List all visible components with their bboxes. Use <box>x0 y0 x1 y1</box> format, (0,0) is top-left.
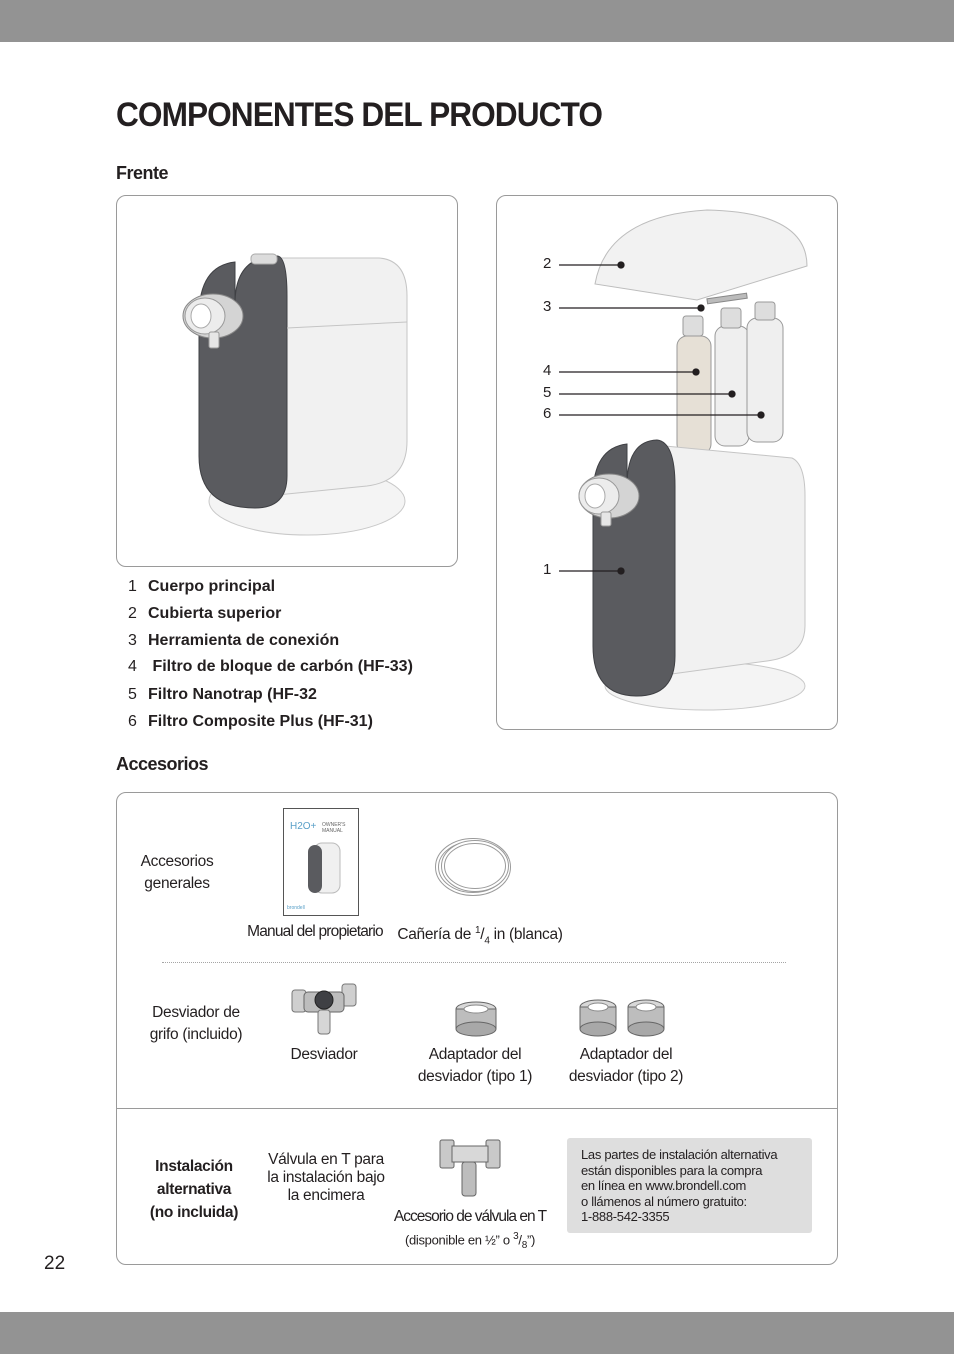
tubing-label: Cañería de $^1/_4$ in (blanca) <box>397 925 563 947</box>
tvalve-fitting-label: Accesorio de válvula en T <box>393 1208 547 1225</box>
section-heading-accessories: Accesorios <box>116 754 209 774</box>
diverter-group-label: Desviador de grifo (incluido) <box>149 1004 243 1043</box>
callout-5: 5 <box>543 384 552 401</box>
alternative-installation-label: Instalación alternativa (no incluida) <box>149 1158 239 1221</box>
front-view-panel <box>116 195 458 567</box>
adapter-type1-image <box>453 1000 499 1038</box>
adapter-type2-label: Adaptador del desviador (tipo 2) <box>568 1046 684 1085</box>
callout-1: 1 <box>543 561 552 578</box>
purifier-front-illustration <box>117 196 459 568</box>
page-title: COMPONENTES DEL PRODUCTO <box>116 96 602 134</box>
manual-cover-title: OWNER'S MANUAL <box>322 822 346 834</box>
part-item: 6 Filtro Composite Plus (HF-31) <box>128 713 373 730</box>
manual-label: Manual del propietario <box>247 923 383 940</box>
callout-2: 2 <box>543 255 552 272</box>
tubing-coil-image <box>433 836 513 898</box>
bottom-bar <box>0 1312 954 1354</box>
general-accessories-label: Accesorios generales <box>140 853 214 892</box>
section-heading-front: Frente <box>116 163 169 183</box>
manual-logo: brondell <box>287 905 305 911</box>
manual-brand: H2O+ <box>290 821 317 832</box>
adapter-type1-label: Adaptador del desviador (tipo 1) <box>417 1046 533 1085</box>
purchase-info-note: Las partes de instalación alternativa están disponibles para la compra en línea en www.brondell.com o llámenos al número gratuito: 1-888-542-3355 <box>567 1138 812 1233</box>
exploded-view-panel <box>496 195 838 730</box>
tvalve-fitting-sizes: (disponible en ½” o $^3/_8$”) <box>404 1231 536 1251</box>
top-bar <box>0 0 954 42</box>
part-item: 2 Cubierta superior <box>128 605 282 622</box>
row-separator <box>162 962 786 963</box>
tvalve-fitting-image <box>438 1136 504 1200</box>
manual-cover-illustration <box>284 809 360 917</box>
part-item: 1 Cuerpo principal <box>128 578 276 595</box>
tvalve-description: Válvula en T para la instalación bajo la encimera <box>267 1151 385 1204</box>
diverter-image <box>290 980 360 1040</box>
callout-4: 4 <box>543 362 552 379</box>
page-number: 22 <box>44 1253 66 1274</box>
callout-6: 6 <box>543 405 552 422</box>
part-item: 3 Herramienta de conexión <box>128 632 340 649</box>
section-divider <box>117 1108 837 1109</box>
adapter-type2-image <box>578 998 668 1038</box>
diverter-label: Desviador <box>290 1046 358 1063</box>
part-item: 5 Filtro Nanotrap (HF-32 <box>128 686 317 703</box>
purifier-exploded-illustration <box>497 196 839 731</box>
part-item: 4 Filtro de bloque de carbón (HF-33) <box>128 658 413 675</box>
owners-manual-image <box>283 808 359 916</box>
callout-3: 3 <box>543 298 552 315</box>
